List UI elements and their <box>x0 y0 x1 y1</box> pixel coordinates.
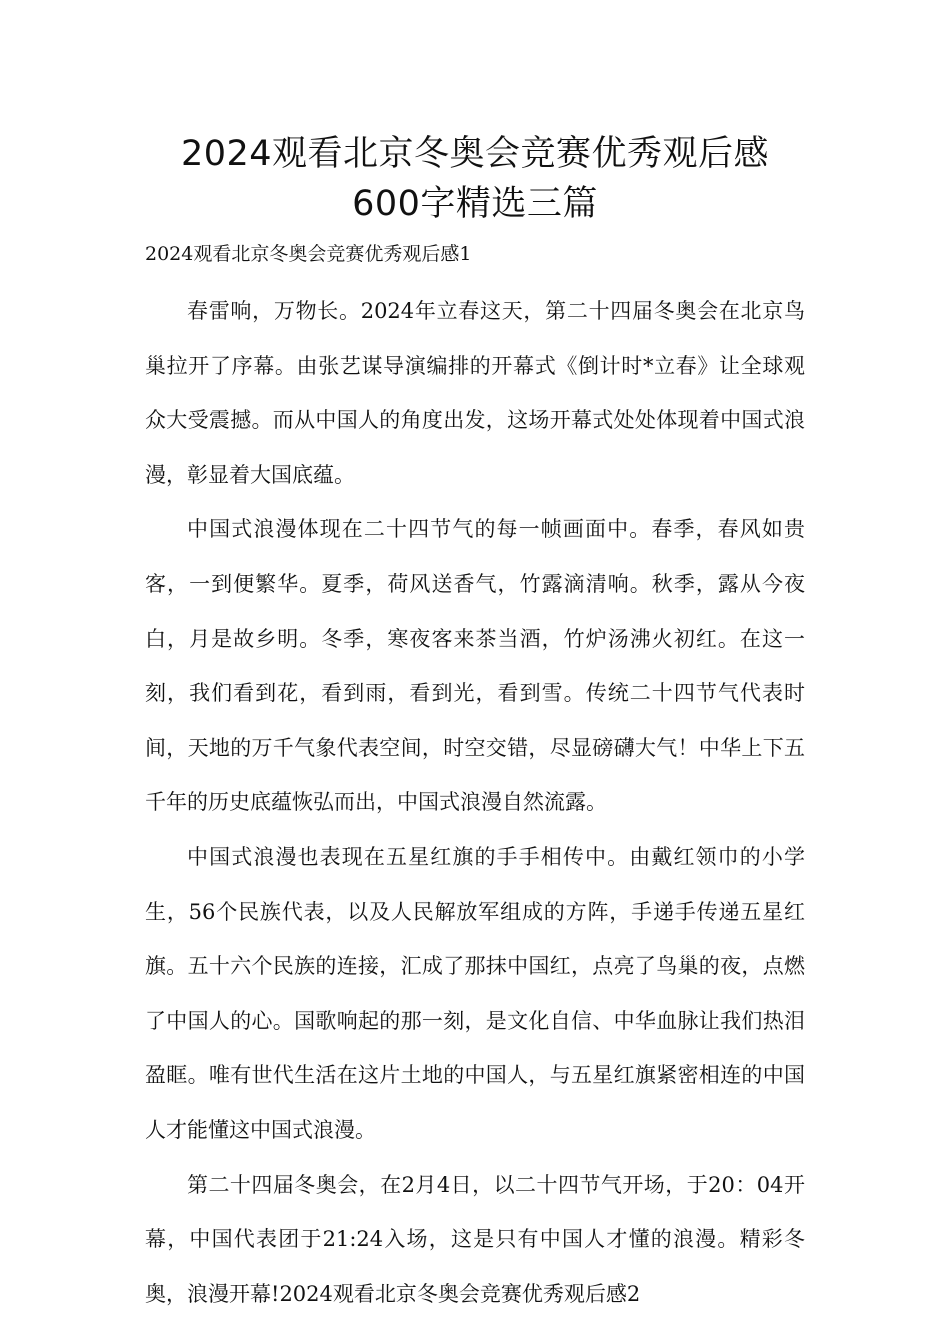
document-body <box>145 284 805 1321</box>
body-paragraph-2: 中国式浪漫体现在二十四节气的每一帧画面中。春季，春风如贵客，一到便繁华。夏季，荷风送香气，竹露滴清响。秋季，露从今夜白，月是故乡明。冬季，寒夜客来茶当酒，竹炉汤沸火初红。在这一刻，我们看到花，看到雨，看到光，看到雪。传统二十四节气代表时间，天地的万千气象代表空间，时空交错，尽显磅礴大气！中华上下五千年的历史底蕴恢弘而出，中国式浪漫自然流露。 <box>145 517 805 815</box>
body-paragraph-1: 春雷响，万物长。2024年立春这天，第二十四届冬奥会在北京鸟巢拉开了序幕。由张艺谋导演编排的开幕式《倒计时*立春》让全球观众大受震撼。而从中国人的角度出发，这场开幕式处处体现着中国式浪漫，彰显着大国底蕴。 <box>145 299 805 487</box>
body-paragraph-4: 第二十四届冬奥会，在2月4日，以二十四节气开场，于20：04开幕，中国代表团于21:24入场，这是只有中国人才懂的浪漫。精彩冬奥，浪漫开幕!2024观看北京冬奥会竞赛优秀观后感2 <box>145 1172 805 1306</box>
body-paragraph-3: 中国式浪漫也表现在五星红旗的手手相传中。由戴红领巾的小学生，56个民族代表，以及人民解放军组成的方阵，手递手传递五星红旗。五十六个民族的连接，汇成了那抹中国红，点亮了鸟巢的夜，点燃了中国人的心。国歌响起的那一刻，是文化自信、中华血脉让我们热泪盈眶。唯有世代生活在这片土地的中国人，与五星红旗紧密相连的中国人才能懂这中国式浪漫。 <box>145 844 805 1142</box>
document-title-line-2: 600字精选三篇 <box>352 184 598 224</box>
document-title-line-1: 2024观看北京冬奥会竞赛优秀观后感 <box>180 134 770 174</box>
section-heading: 2024观看北京冬奥会竞赛优秀观后感1 <box>145 243 472 265</box>
